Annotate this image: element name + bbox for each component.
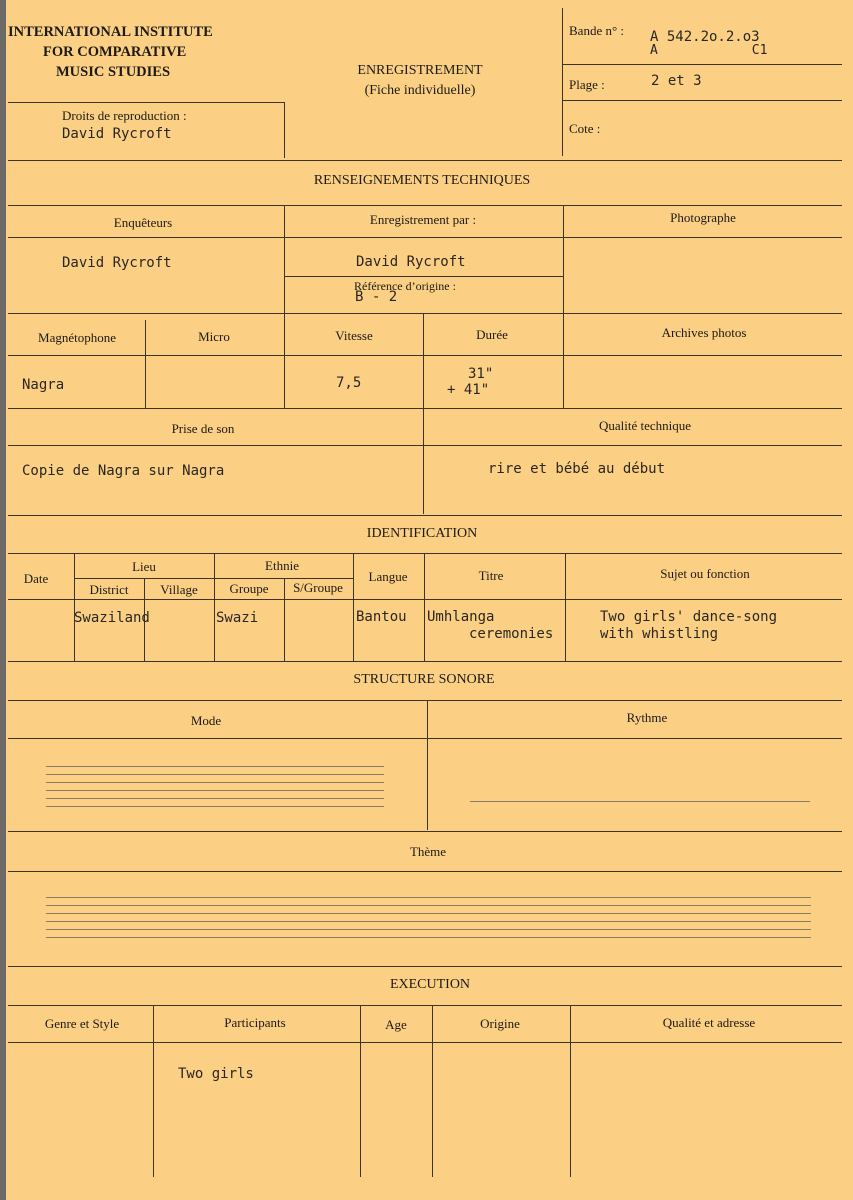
mode-guide-line bbox=[46, 774, 384, 775]
form-title: ENREGISTREMENT bbox=[357, 63, 483, 78]
rythme-guide-line bbox=[470, 801, 810, 802]
prise-label: Prise de son bbox=[171, 421, 235, 436]
participants-value: Two girls bbox=[178, 1066, 254, 1082]
vitesse-label: Vitesse bbox=[335, 328, 373, 343]
bande-label: Bande n° : bbox=[569, 23, 625, 38]
ident-div-lieu bbox=[214, 553, 215, 661]
technical-bottom-line bbox=[8, 515, 842, 516]
participants-label: Participants bbox=[224, 1015, 286, 1030]
identification-section-title: IDENTIFICATION bbox=[366, 526, 478, 541]
reference-line bbox=[284, 276, 563, 277]
enqueteurs-label: Enquêteurs bbox=[113, 215, 173, 230]
genre-label: Genre et Style bbox=[44, 1016, 120, 1031]
plage-label: Plage : bbox=[569, 77, 605, 92]
theme-guide-line bbox=[46, 929, 811, 930]
qualite-technique-label: Qualité technique bbox=[598, 418, 692, 433]
ident-head-bottom bbox=[8, 599, 842, 600]
district-label: District bbox=[89, 582, 129, 597]
technical-line-1 bbox=[8, 205, 842, 206]
sujet-label: Sujet ou fonction bbox=[660, 566, 750, 581]
sgroupe-label: S/Groupe bbox=[293, 580, 343, 595]
execution-div-4 bbox=[570, 1005, 571, 1177]
technical-line-2 bbox=[8, 237, 842, 238]
technical-section-title: RENSEIGNEMENTS TECHNIQUES bbox=[313, 173, 531, 188]
ident-div-groupe bbox=[284, 578, 285, 661]
execution-section-title: EXECUTION bbox=[389, 977, 471, 992]
theme-guide-line bbox=[46, 937, 811, 938]
ident-div-ethnie bbox=[353, 553, 354, 661]
titre-value-line1: Umhlanga bbox=[427, 609, 495, 625]
rights-label: Droits de reproduction : bbox=[62, 108, 187, 123]
mode-guide-line bbox=[46, 790, 384, 791]
duree-label: Durée bbox=[476, 327, 508, 342]
structure-head-line bbox=[8, 738, 842, 739]
theme-guide-line bbox=[46, 905, 811, 906]
prise-div bbox=[423, 408, 424, 514]
origine-label: Origine bbox=[480, 1016, 520, 1031]
technical-line-3 bbox=[8, 313, 842, 314]
execution-div-2 bbox=[360, 1005, 361, 1177]
duree-value-line1: 31" bbox=[468, 366, 494, 382]
qualite-technique-value: rire et bébé au début bbox=[488, 461, 666, 477]
bande-value-line2: A C1 bbox=[650, 43, 768, 58]
magnetophone-label: Magnétophone bbox=[38, 330, 116, 345]
execution-div-3 bbox=[432, 1005, 433, 1177]
theme-guide-line bbox=[46, 897, 811, 898]
micro-div bbox=[284, 313, 285, 408]
date-label: Date bbox=[23, 571, 49, 586]
ident-div-date bbox=[74, 553, 75, 661]
mode-guide-line bbox=[46, 806, 384, 807]
groupe-label: Groupe bbox=[229, 581, 269, 596]
age-label: Age bbox=[385, 1017, 407, 1032]
reference-value: B - 2 bbox=[355, 289, 398, 305]
reference-label: Référence d’origine : bbox=[354, 279, 456, 293]
execution-top-line bbox=[8, 1005, 842, 1006]
titre-value-line2: ceremonies bbox=[469, 626, 554, 642]
langue-label: Langue bbox=[368, 569, 408, 584]
institute-line3: MUSIC STUDIES bbox=[56, 64, 171, 80]
execution-head-line bbox=[8, 1042, 842, 1043]
technical-div-2 bbox=[563, 205, 564, 313]
structure-bottom-line bbox=[8, 831, 842, 832]
enregistrement-value: David Rycroft bbox=[356, 254, 466, 270]
photographe-label: Photographe bbox=[670, 210, 736, 225]
enqueteurs-value: David Rycroft bbox=[62, 255, 172, 271]
mode-guide-line bbox=[46, 798, 384, 799]
rythme-label: Rythme bbox=[626, 710, 668, 725]
header-right-divider bbox=[562, 8, 563, 156]
titre-label: Titre bbox=[478, 568, 504, 583]
langue-value: Bantou bbox=[356, 609, 407, 625]
technical-line-5 bbox=[8, 408, 842, 409]
rights-top-line bbox=[8, 102, 285, 103]
technical-div-1 bbox=[284, 205, 285, 313]
institute-line2: FOR COMPARATIVE bbox=[43, 44, 187, 60]
theme-bottom-line bbox=[8, 966, 842, 967]
plage-bottom-line bbox=[562, 100, 842, 101]
sujet-value-line1: Two girls' dance-song bbox=[600, 609, 778, 625]
ethnie-label: Ethnie bbox=[265, 558, 299, 573]
lieu-label: Lieu bbox=[132, 559, 156, 574]
execution-div-1 bbox=[153, 1005, 154, 1177]
technical-line-6 bbox=[8, 445, 842, 446]
cote-label: Cote : bbox=[569, 121, 601, 136]
technical-line-4 bbox=[8, 355, 842, 356]
theme-guide-line bbox=[46, 913, 811, 914]
mode-guide-line bbox=[46, 766, 384, 767]
sujet-value-line2: with whistling bbox=[600, 626, 719, 642]
plage-value: 2 et 3 bbox=[651, 73, 702, 89]
magneto-div bbox=[145, 320, 146, 408]
vitesse-div bbox=[423, 313, 424, 408]
structure-top-line bbox=[8, 700, 842, 701]
structure-section-title: STRUCTURE SONORE bbox=[353, 672, 495, 687]
mode-guide-line bbox=[46, 782, 384, 783]
institute-line1: INTERNATIONAL INSTITUTE bbox=[8, 24, 213, 40]
rights-value: David Rycroft bbox=[62, 126, 172, 142]
duree-div bbox=[563, 313, 564, 408]
qualite-adresse-label: Qualité et adresse bbox=[662, 1015, 756, 1030]
vitesse-value: 7,5 bbox=[336, 375, 362, 391]
ident-div-titre bbox=[565, 553, 566, 661]
form-subtitle: (Fiche individuelle) bbox=[364, 83, 476, 98]
ident-div-langue bbox=[424, 553, 425, 661]
micro-label: Micro bbox=[198, 329, 230, 344]
theme-guide-line bbox=[46, 921, 811, 922]
village-label: Village bbox=[160, 582, 198, 597]
mode-label: Mode bbox=[190, 713, 222, 728]
mode-rythme-div bbox=[427, 700, 428, 830]
theme-head-line bbox=[8, 871, 842, 872]
rights-right-line bbox=[284, 102, 285, 158]
bande-bottom-line bbox=[562, 64, 842, 65]
theme-label: Thème bbox=[409, 844, 447, 859]
header-bottom-line bbox=[8, 160, 842, 161]
groupe-value: Swazi bbox=[216, 610, 259, 626]
ident-top-line bbox=[8, 553, 842, 554]
ident-bottom-line bbox=[8, 661, 842, 662]
duree-value-line2: + 41" bbox=[447, 382, 490, 398]
card-edge-shadow bbox=[0, 0, 6, 1200]
magnetophone-value: Nagra bbox=[22, 377, 65, 393]
bande-value-line1: A 542.2o.2.o3 bbox=[650, 29, 760, 45]
prise-value: Copie de Nagra sur Nagra bbox=[22, 463, 225, 479]
district-value: Swaziland bbox=[74, 610, 150, 626]
enregistrement-label: Enregistrement par : bbox=[369, 212, 477, 227]
archives-label: Archives photos bbox=[661, 325, 747, 340]
